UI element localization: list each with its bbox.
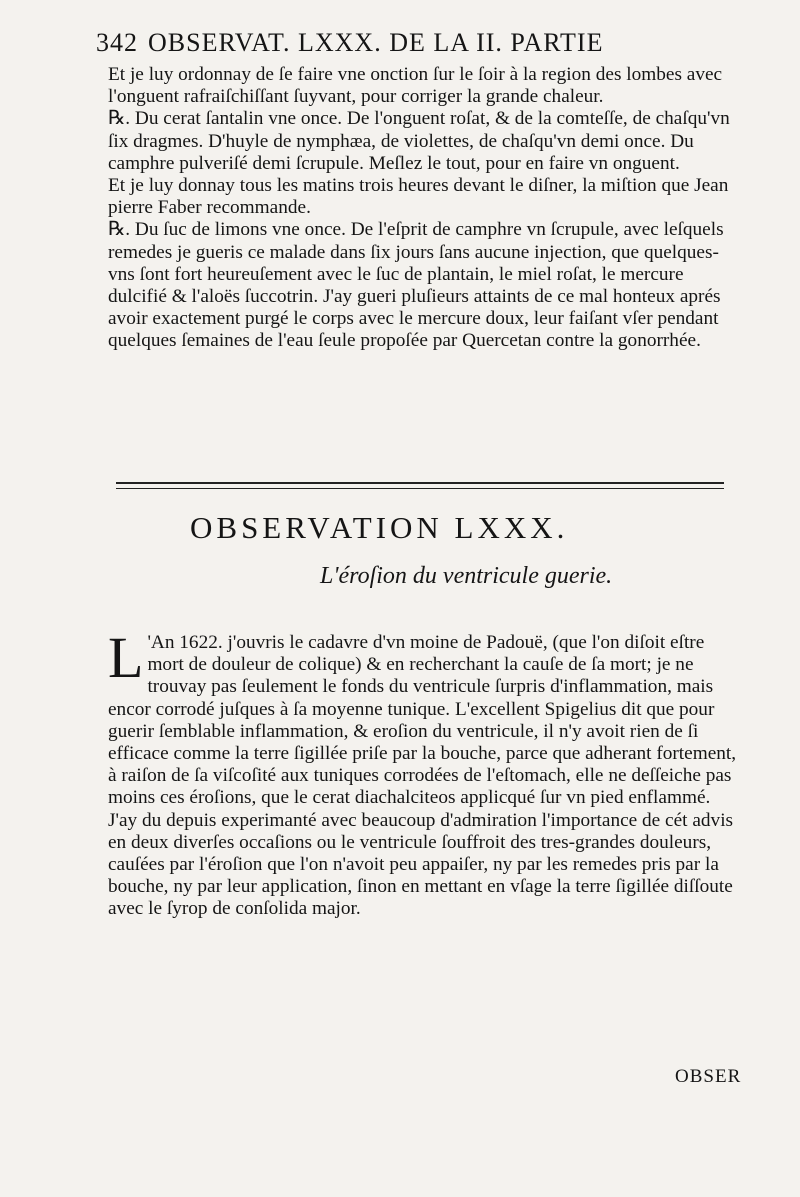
catchword: OBSER [675, 1066, 742, 1087]
section-divider [116, 482, 724, 484]
recipe-paragraph: ℞. Du ſuc de limons vne once. De l'eſprit de camphre vn ſcrupule, avec leſquels remedes je gueris ce malade dans ſix jours ſans aucune injection, que quelques-vns ſont fort heureuſement avec le ſuc de plantain, le miel roſat, le mercure dulcifié & l'aloës ſuccotrin. J'ay gueri pluſieurs attaints de ce mal honteux aprés avoir exactement purgé le corps avec le mercure doux, leur faiſant vſer pendant quelques ſemaines de l'eau ſeule propoſée par Quercetan contre la gonorrhée. [108, 219, 724, 352]
observation-title: OBSERVATION LXXX. [190, 510, 569, 545]
paragraph: Et je luy ordonnay de ſe faire vne onction ſur le ſoir à la region des lombes avec l'onguent rafraiſchiſſant ſuyvant, pour corriger la grande chaleur. [108, 64, 723, 108]
recipe-paragraph: ℞. Du cerat ſantalin vne once. De l'onguent roſat, & de la comteſſe, de chaſqu'vn ſix dragmes. D'huyle de nymphæa, de violettes, de chaſqu'vn demi once. Du camphre pulveriſé demi ſcrupule. Meſlez le tout, pour en faire vn onguent. [108, 108, 730, 174]
observation-subtitle: L'éroſion du ventricule guerie. [320, 563, 613, 589]
running-title: OBSERVAT. LXXX. DE LA II. PARTIE [148, 28, 604, 57]
page-number: 342 [96, 28, 138, 57]
top-text-block [108, 64, 738, 353]
drop-cap: L [108, 625, 144, 690]
running-header [96, 28, 716, 58]
observation-body [108, 625, 738, 921]
paragraph: Et je luy donnay tous les matins trois heures devant le diſner, la miſtion que Jean pierre Faber recommande. [108, 175, 729, 219]
section-divider-thin [116, 488, 724, 489]
observation-text: 'An 1622. j'ouvris le cadavre d'vn moine de Padouë, (que l'on diſoit eſtre mort de douleur de colique) & en recherchant la cauſe de ſa mort; je ne trouvay pas ſeulement le fonds du ventricule ſurpris d'inflammation, mais encor corrodé juſques à ſa moyenne tunique. L'excellent Spigelius dit que pour guerir ſemblable inflammation, & eroſion du ventricule, il n'y avoit rien de ſi efficace comme la terre ſigillée priſe par la bouche, parce que adherant fortement, à raiſon de ſa viſcoſité aux tuniques corrodées de l'eſtomach, elle ne deſſeiche pas moins ces éroſions, que le cerat diachalciteos applicqué ſur vn pied enflammé. J'ay du depuis experimanté avec beaucoup d'admiration l'importance de cét advis en deux diverſes occaſions ou le ventricule ſouffroit des tres-grandes douleurs, cauſées par l'éroſion que l'on n'avoit peu appaiſer, ny par les remedes pris par la bouche, ny par leur application, ſinon en mettant en vſage la terre ſigillée diſſoute avec le ſyrop de conſolida major. [108, 632, 737, 920]
